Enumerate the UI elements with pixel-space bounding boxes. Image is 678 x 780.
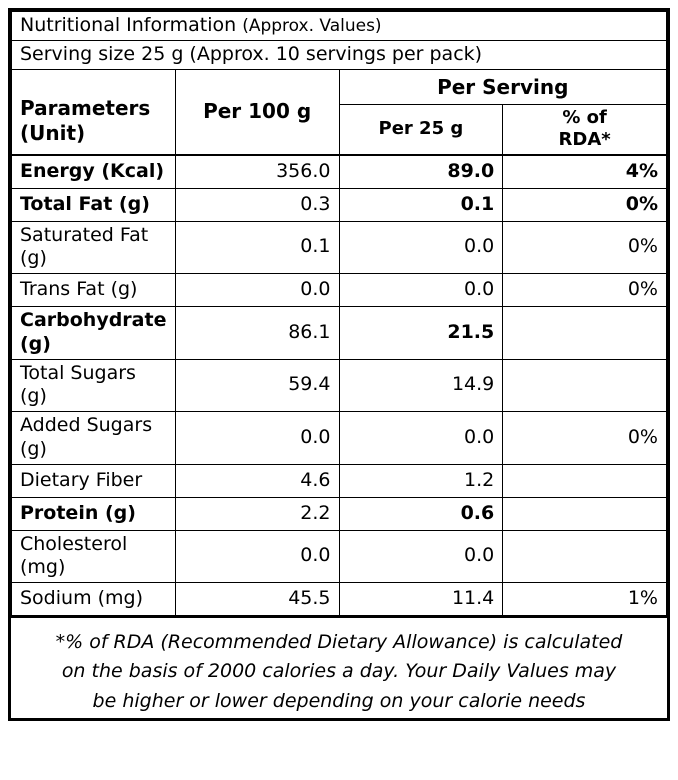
panel-title-approx: (Approx. Values) xyxy=(242,16,382,36)
table-row xyxy=(12,155,667,189)
row-label: Trans Fat (g) xyxy=(12,274,176,307)
row-rda: 0% xyxy=(503,274,667,307)
header-per-serving: Per Serving xyxy=(339,69,667,104)
row-per100: 59.4 xyxy=(175,359,339,412)
row-per100: 0.1 xyxy=(175,221,339,274)
row-rda xyxy=(503,530,667,583)
row-per25: 1.2 xyxy=(339,464,503,497)
row-rda xyxy=(503,497,667,530)
row-rda: 1% xyxy=(503,583,667,616)
row-rda: 0% xyxy=(503,412,667,465)
rda-footnote-line3: be higher or lower depending on your calorie needs xyxy=(92,689,586,712)
row-rda xyxy=(503,307,667,360)
row-per100: 45.5 xyxy=(175,583,339,616)
title-row xyxy=(12,12,667,41)
row-label: Energy (Kcal) xyxy=(12,155,176,189)
row-per25: 21.5 xyxy=(339,307,503,360)
table-row xyxy=(12,188,667,221)
row-rda: 0% xyxy=(503,188,667,221)
header-row-top xyxy=(12,69,667,104)
row-label: Dietary Fiber xyxy=(12,464,176,497)
row-label: Sodium (mg) xyxy=(12,583,176,616)
header-parameters: Parameters (Unit) xyxy=(12,69,176,155)
row-per100: 86.1 xyxy=(175,307,339,360)
table-row xyxy=(12,274,667,307)
row-per100: 4.6 xyxy=(175,464,339,497)
panel-title xyxy=(12,12,667,41)
table-row xyxy=(12,307,667,360)
row-per100: 0.0 xyxy=(175,274,339,307)
row-per100: 0.0 xyxy=(175,530,339,583)
header-per-25g: Per 25 g xyxy=(339,104,503,155)
table-row xyxy=(12,530,667,583)
row-per100: 0.0 xyxy=(175,412,339,465)
row-per25: 0.6 xyxy=(339,497,503,530)
row-label: Carbohydrate (g) xyxy=(12,307,176,360)
row-rda: 4% xyxy=(503,155,667,189)
nutrition-table-body xyxy=(12,12,667,616)
row-per25: 0.0 xyxy=(339,530,503,583)
row-label: Saturated Fat (g) xyxy=(12,221,176,274)
row-per25: 0.1 xyxy=(339,188,503,221)
row-rda xyxy=(503,464,667,497)
row-per100: 0.3 xyxy=(175,188,339,221)
header-percent-rda-line1: % of xyxy=(562,106,607,128)
rda-footnote-line1: *% of RDA (Recommended Dietary Allowance) is calculated xyxy=(55,631,623,653)
table-row xyxy=(12,359,667,412)
table-row xyxy=(12,412,667,465)
table-row xyxy=(12,583,667,616)
row-label: Total Sugars (g) xyxy=(12,359,176,412)
row-label: Added Sugars (g) xyxy=(12,412,176,465)
table-row xyxy=(12,221,667,274)
row-per25: 0.0 xyxy=(339,274,503,307)
row-per25: 0.0 xyxy=(339,221,503,274)
row-label: Cholesterol (mg) xyxy=(12,530,176,583)
nutrition-facts-panel xyxy=(8,8,670,721)
row-per100: 356.0 xyxy=(175,155,339,189)
nutrition-table xyxy=(11,11,667,616)
row-rda: 0% xyxy=(503,221,667,274)
header-per-100g: Per 100 g xyxy=(175,69,339,155)
row-per25: 14.9 xyxy=(339,359,503,412)
row-label: Protein (g) xyxy=(12,497,176,530)
header-percent-rda-line2: RDA* xyxy=(558,129,611,150)
row-rda xyxy=(503,359,667,412)
row-label: Total Fat (g) xyxy=(12,188,176,221)
row-per100: 2.2 xyxy=(175,497,339,530)
row-per25: 11.4 xyxy=(339,583,503,616)
panel-title-main: Nutritional Information xyxy=(20,14,243,36)
serving-size-text: Serving size 25 g (Approx. 10 servings per pack) xyxy=(12,40,667,69)
header-percent-rda xyxy=(503,104,667,155)
row-per25: 89.0 xyxy=(339,155,503,189)
row-per25: 0.0 xyxy=(339,412,503,465)
rda-footnote-line2: on the basis of 2000 calories a day. Your Daily Values may xyxy=(61,660,617,683)
table-row xyxy=(12,497,667,530)
rda-footnote xyxy=(11,616,667,718)
serving-size-row xyxy=(12,40,667,69)
table-row xyxy=(12,464,667,497)
